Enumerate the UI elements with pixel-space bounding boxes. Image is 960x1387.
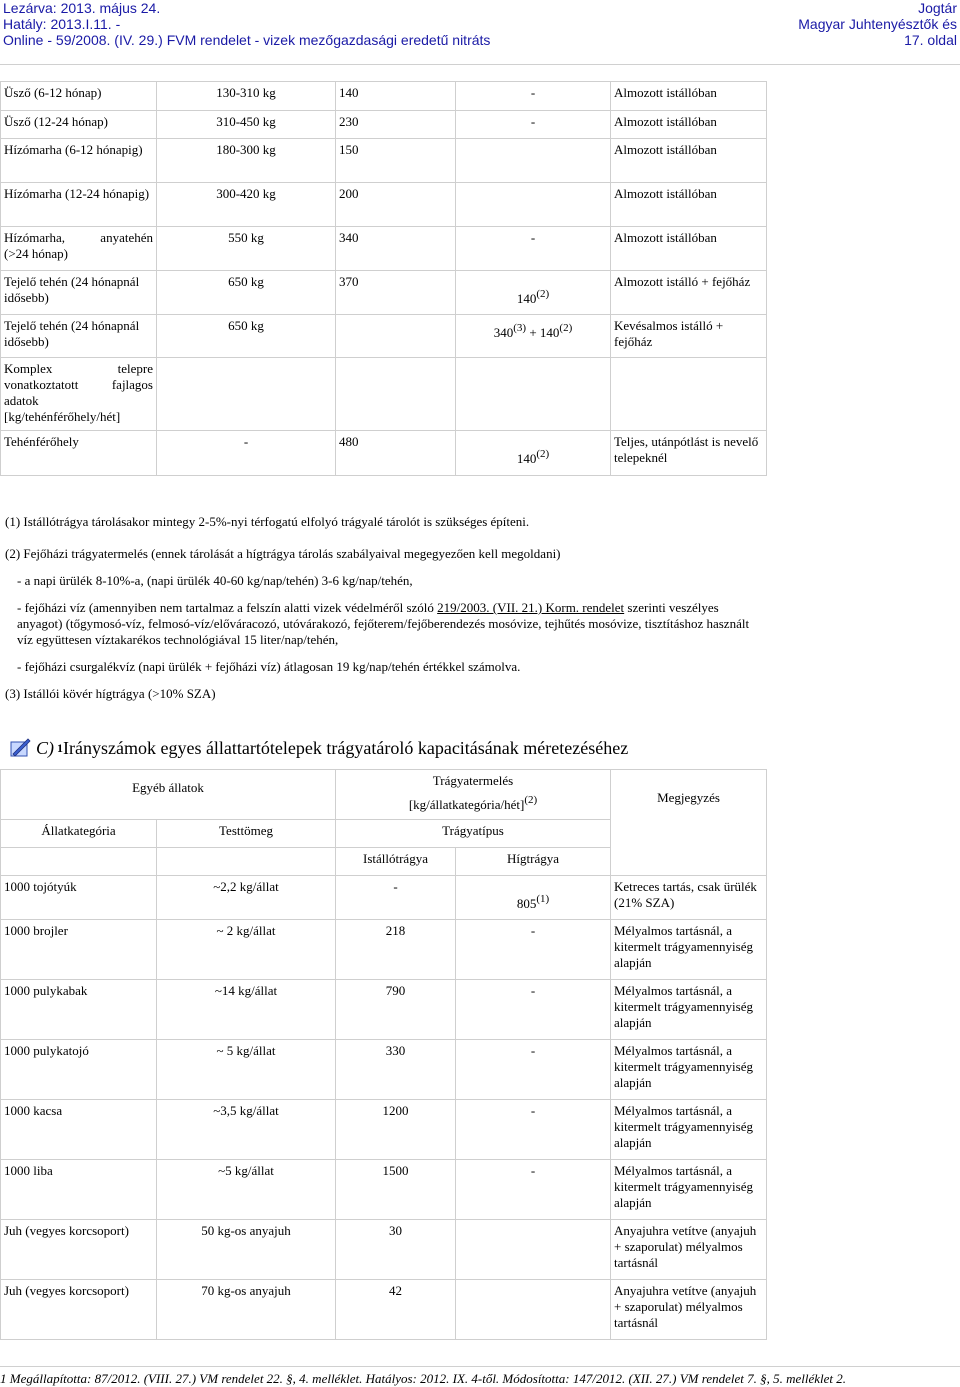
footnote-ref: (2) (559, 322, 573, 334)
note-3: (3) Istállói kövér hígtrágya (>10% SZA) (5, 686, 216, 701)
table-row (1, 431, 767, 476)
solid-manure: 480 (336, 431, 456, 476)
category-word-2: anyatehén (100, 230, 153, 245)
remark: Mélyalmos tartásnál, a kitermelt trágyamennyiség alapján (611, 1040, 767, 1100)
solid-manure: 230 (336, 111, 456, 139)
label-word: Komplex (4, 361, 53, 376)
header-production-line1: Trágyatermelés (432, 773, 514, 788)
remark: Kevésalmos istálló + fejőház (611, 315, 767, 358)
liquid-value: 140 (516, 291, 537, 306)
header-other-animals: Egyéb állatok (1, 770, 336, 820)
header-remark: Megjegyzés (611, 770, 767, 876)
remark: Anyajuhra vetítve (anyajuh + szaporulat) mélyalmos tartásnál (611, 1280, 767, 1340)
table-row (1, 1280, 767, 1340)
liquid-manure (456, 876, 611, 920)
table-row (1, 920, 767, 980)
note-2-item-1: - a napi ürülék 8-10%-a, (napi ürülék 40-60 kg/nap/tehén) 3-6 kg/nap/tehén, (17, 573, 413, 588)
animal-category: Juh (vegyes korcsoport) (1, 1220, 157, 1280)
remark: Mélyalmos tartásnál, a kitermelt trágyamennyiség alapján (611, 920, 767, 980)
animal-category: Juh (vegyes korcsoport) (1, 1280, 157, 1340)
liquid-manure (456, 431, 611, 476)
other-animals-table (0, 769, 767, 1340)
section-heading-text: Irányszámok egyes állattartótelepek trágyatároló kapacitásának méretezéséhez (63, 737, 629, 758)
body-weight: ~ 5 kg/állat (157, 1040, 336, 1100)
animal-category: Tehénférőhely (1, 431, 157, 476)
remark: Almozott istálló + fejőház (611, 271, 767, 315)
cattle-table (0, 81, 767, 476)
label-word: fajlagos (111, 377, 153, 392)
body-weight: 300-420 kg (157, 183, 336, 227)
table-row (1, 315, 767, 358)
table-row (1, 1100, 767, 1160)
body-weight: 70 kg-os anyajuh (157, 1280, 336, 1340)
liquid-manure: - (456, 111, 611, 139)
remark: Mélyalmos tartásnál, a kitermelt trágyamennyiség alapján (611, 1100, 767, 1160)
note-1: (1) Istállótrágya tárolásakor mintegy 2-5%-nyi térfogatú elfolyó trágyalé tárolót is szükséges építeni. (5, 514, 530, 529)
table-row (1, 139, 767, 183)
liquid-manure (456, 183, 611, 227)
table-row (1, 876, 767, 920)
table-row (1, 1160, 767, 1220)
solid-manure: 200 (336, 183, 456, 227)
solid-manure: 30 (336, 1220, 456, 1280)
animal-category: Tejelő tehén (24 hónapnál idősebb) (1, 315, 157, 358)
body-weight: 310-450 kg (157, 111, 336, 139)
solid-manure: 790 (336, 980, 456, 1040)
liquid-manure (456, 1280, 611, 1340)
remark: Ketreces tartás, csak ürülék (21% SZA) (611, 876, 767, 920)
header-production-line2: [kg/állatkategória/hét] (408, 797, 525, 812)
remark: Teljes, utánpótlást is nevelő telepeknél (611, 431, 767, 476)
empty-cell (611, 358, 767, 431)
solid-manure: 140 (336, 82, 456, 111)
body-weight: ~14 kg/állat (157, 980, 336, 1040)
empty-cell (157, 848, 336, 876)
animal-category: Hízómarha (12-24 hónapig) (1, 183, 157, 227)
document-pen-icon (8, 736, 32, 760)
category-word-1: Hízómarha, (4, 230, 66, 245)
table-row (1, 111, 767, 139)
header-weight: Testtömeg (157, 820, 336, 848)
solid-manure: 42 (336, 1280, 456, 1340)
footnote-ref: (1) (536, 893, 550, 905)
body-weight: 130-310 kg (157, 82, 336, 111)
table-row (1, 271, 767, 315)
table-row (1, 227, 767, 271)
table-row (1, 82, 767, 111)
header-right (798, 0, 957, 48)
note-text: szerinti veszélyes anyagot) (tőgymosó-víz, felmosó-víz/előváracozó, utóvárakozó, fejőterem/fejőberendezés mosóvize, tejhűtés mosóvize, tisztításhoz használt víz együttesen víztakarékos technológiával 15 liter/nap/tehén, (17, 600, 750, 647)
footnotes (5, 510, 765, 702)
table-row (1, 358, 767, 431)
note-2-item-2 (5, 600, 765, 648)
body-weight: ~5 kg/állat (157, 1160, 336, 1220)
liquid-manure: - (456, 82, 611, 111)
page-header (0, 0, 960, 50)
remark: Almozott istállóban (611, 227, 767, 271)
label-word: vonatkoztatott (4, 377, 79, 392)
header-page-number: 17. oldal (904, 32, 957, 48)
solid-manure: 150 (336, 139, 456, 183)
section-footnote-ref[interactable]: 1 (57, 740, 63, 755)
body-weight: 650 kg (157, 315, 336, 358)
remark: Anyajuhra vetítve (anyajuh + szaporulat) mélyalmos tartásnál (611, 1220, 767, 1280)
liquid-manure (456, 139, 611, 183)
complex-data-label (1, 358, 157, 431)
section-title (8, 736, 628, 760)
footnote-ref: (3) (513, 322, 527, 334)
body-weight: 650 kg (157, 271, 336, 315)
liquid-manure: - (456, 1040, 611, 1100)
body-weight: ~2,2 kg/állat (157, 876, 336, 920)
animal-category (1, 227, 157, 271)
animal-category: Hízómarha (6-12 hónapig) (1, 139, 157, 183)
header-manure-type: Trágyatípus (336, 820, 611, 848)
liquid-manure: - (456, 920, 611, 980)
table-row (1, 1220, 767, 1280)
body-weight: - (157, 431, 336, 476)
empty-cell (1, 848, 157, 876)
header-liquid-manure: Hígtrágya (456, 848, 611, 876)
remark: Almozott istállóban (611, 82, 767, 111)
animal-category: 1000 pulykabak (1, 980, 157, 1040)
solid-manure: 340 (336, 227, 456, 271)
animal-category: 1000 kacsa (1, 1100, 157, 1160)
liquid-manure: - (456, 980, 611, 1040)
section-letter: C) (36, 737, 54, 758)
animal-category: Tejelő tehén (24 hónapnál idősebb) (1, 271, 157, 315)
header-lock-date: Lezárva: 2013. május 24. (3, 0, 161, 16)
remark: Almozott istállóban (611, 111, 767, 139)
liquid-value: 140 (516, 451, 537, 466)
body-weight: ~3,5 kg/állat (157, 1100, 336, 1160)
body-weight: ~ 2 kg/állat (157, 920, 336, 980)
animal-category: Üsző (12-24 hónap) (1, 111, 157, 139)
header-category: Állatkategória (1, 820, 157, 848)
animal-category: 1000 liba (1, 1160, 157, 1220)
remark: Mélyalmos tartásnál, a kitermelt trágyamennyiség alapján (611, 980, 767, 1040)
solid-manure (336, 315, 456, 358)
header-divider (0, 64, 960, 65)
solid-manure: 1500 (336, 1160, 456, 1220)
header-licensee: Magyar Juhtenyésztők és (798, 16, 957, 32)
animal-category: Üsző (6-12 hónap) (1, 82, 157, 111)
regulation-link[interactable]: 219/2003. (VII. 21.) Korm. rendelet (437, 600, 625, 615)
animal-category: 1000 tojótyúk (1, 876, 157, 920)
header-effective: Hatály: 2013.I.11. - (3, 16, 121, 32)
header-doc-title: Online - 59/2008. (IV. 29.) FVM rendelet - vizek mezőgazdasági eredetű nitráts (3, 32, 491, 48)
note-2: (2) Fejőházi trágyatermelés (ennek tárolását a hígtrágya tárolás szabályaival megegyezően kell megoldani) (5, 546, 561, 561)
table-row (1, 183, 767, 227)
liquid-manure (456, 315, 611, 358)
table-header-row (1, 770, 767, 820)
remark: Mélyalmos tartásnál, a kitermelt trágyamennyiség alapján (611, 1160, 767, 1220)
liquid-manure (456, 1220, 611, 1280)
animal-category: 1000 pulykatojó (1, 1040, 157, 1100)
page-footnote: 1 Megállapította: 87/2012. (VIII. 27.) VM rendelet 22. §, 4. melléklet. Hatályos: 2012. IX. 4-től. Módosította: 147/2012. (XII. 27.) VM rendelet 7. §, 5. melléklet 2. (0, 1366, 960, 1387)
body-weight: 50 kg-os anyajuh (157, 1220, 336, 1280)
solid-manure: 370 (336, 271, 456, 315)
liquid-manure: - (456, 1160, 611, 1220)
footnote-ref: (2) (536, 288, 550, 300)
label-word: telepre (117, 361, 153, 376)
footnote-ref: (2) (524, 794, 538, 806)
note-2-item-3: - fejőházi csurgalékvíz (napi ürülék + fejőházi víz) átlagosan 19 kg/nap/tehén értékkel számolva. (17, 659, 521, 674)
table-row (1, 1040, 767, 1100)
body-weight: 180-300 kg (157, 139, 336, 183)
remark: Almozott istállóban (611, 183, 767, 227)
body-weight: 550 kg (157, 227, 336, 271)
solid-manure: 1200 (336, 1100, 456, 1160)
header-manure-production (336, 770, 611, 820)
liquid-value: 805 (516, 896, 537, 911)
solid-manure: - (336, 876, 456, 920)
header-brand: Jogtár (918, 0, 957, 16)
header-left (3, 0, 490, 48)
empty-cell (456, 358, 611, 431)
empty-cell (157, 358, 336, 431)
table-row (1, 980, 767, 1040)
liquid-value: 340 (493, 325, 514, 340)
footnote-ref: (2) (536, 448, 550, 460)
label-word: adatok [kg/tehénférőhely/hét] (4, 393, 121, 424)
category-word-3: (>24 hónap) (4, 246, 69, 261)
solid-manure: 218 (336, 920, 456, 980)
note-text: - fejőházi víz (amennyiben nem tartalmaz a felszín alatti vizek védelméről szóló (17, 600, 438, 615)
liquid-value-2: + 140 (529, 325, 560, 340)
animal-category: 1000 brojler (1, 920, 157, 980)
empty-cell (336, 358, 456, 431)
liquid-manure: - (456, 1100, 611, 1160)
header-solid-manure: Istállótrágya (336, 848, 456, 876)
liquid-manure (456, 271, 611, 315)
solid-manure: 330 (336, 1040, 456, 1100)
remark: Almozott istállóban (611, 139, 767, 183)
liquid-manure: - (456, 227, 611, 271)
